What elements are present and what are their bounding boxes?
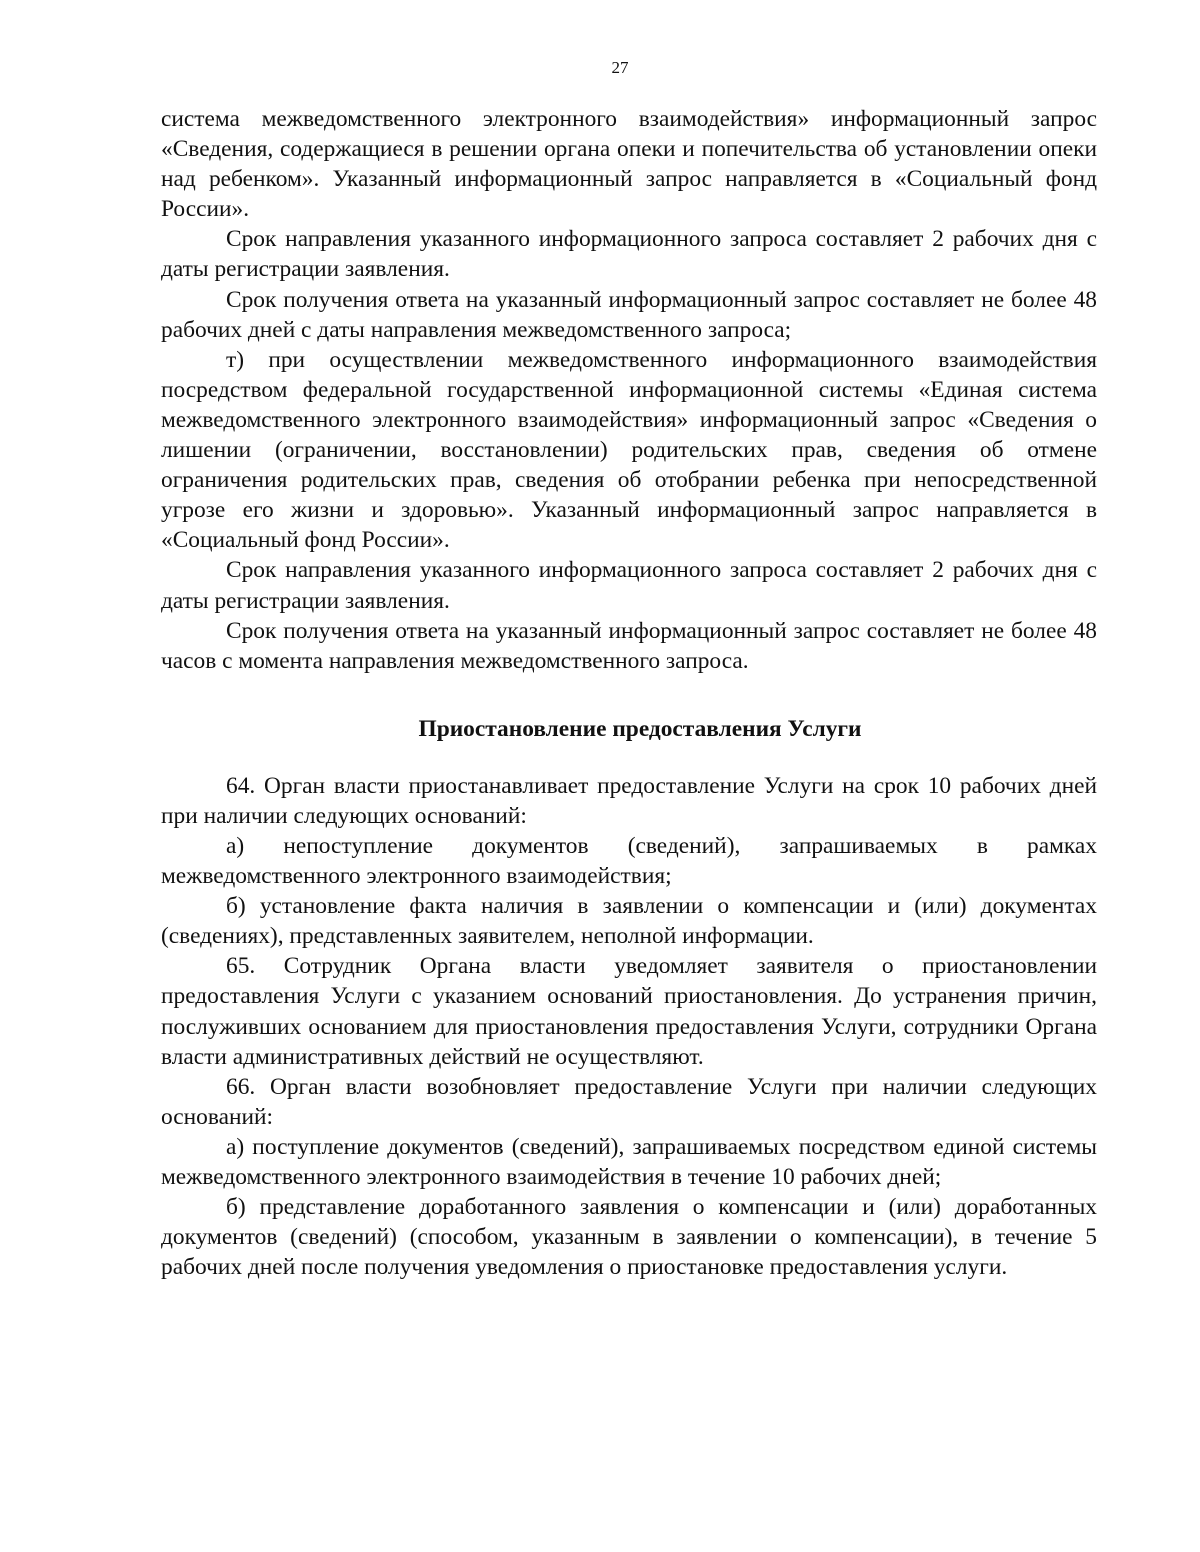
paragraph-65: 65. Сотрудник Органа власти уведомляет заявителя о приостановлении предоставления Услуги с указанием оснований приостановления. До устранения причин, послуживших основанием для приостановления предоставления Услуги, сотрудники Органа власти административных действий не осуществляют.: [161, 953, 1097, 1070]
section-heading: Приостановление предоставления Услуги: [418, 715, 862, 742]
paragraph-64-a: а) непоступление документов (сведений), запрашиваемых в рамках межведомственного электронного взаимодействия;: [161, 832, 1097, 890]
paragraph-item-t: т) при осуществлении межведомственного информационного взаимодействия посредством федеральной государственной информационной системы «Единая система межведомственного электронного взаимодействия» информационный запрос «Сведения о лишении (ограничении, восстановлении) родительских прав, сведения об отмене ограничения родительских прав, сведения об отобрании ребенка при непосредственной угрозе его жизни и здоровью». Указанный информационный запрос направляется в «Социальный фонд России».: [161, 346, 1097, 554]
paragraph-66: 66. Орган власти возобновляет предоставление Услуги при наличии следующих оснований:: [161, 1073, 1097, 1130]
document-body: [161, 104, 1097, 1282]
paragraph-66-a: а) поступление документов (сведений), запрашиваемых посредством единой системы межведомственного электронного взаимодействия в течение 10 рабочих дней;: [161, 1133, 1097, 1190]
paragraph: Срок получения ответа на указанный информационный запрос составляет не более 48 рабочих дней с даты направления межведомственного запроса;: [161, 286, 1097, 343]
paragraph-64: 64. Орган власти приостанавливает предоставление Услуги на срок 10 рабочих дней при наличии следующих оснований:: [161, 772, 1097, 829]
paragraph-continuation: система межведомственного электронного взаимодействия» информационный запрос «Сведения, содержащиеся в решении органа опеки и попечительства об установлении опеки над ребенком». Указанный информационный запрос направляется в «Социальный фонд России».: [161, 106, 1097, 223]
page-number: 27: [611, 58, 629, 77]
paragraph: Срок направления указанного информационного запроса составляет 2 рабочих дня с даты регистрации заявления.: [161, 557, 1097, 614]
paragraph-64-b: б) установление факта наличия в заявлении о компенсации и (или) документах (сведениях), представленных заявителем, неполной информации.: [161, 893, 1097, 950]
paragraph: Срок получения ответа на указанный информационный запрос составляет не более 48 часов с момента направления межведомственного запроса.: [161, 617, 1097, 674]
paragraph-66-b: б) представление доработанного заявления о компенсации и (или) доработанных документов (сведений) (способом, указанным в заявлении о компенсации), в течение 5 рабочих дней после получения уведомления о приостановке предоставления услуги.: [161, 1194, 1097, 1281]
paragraph: Срок направления указанного информационного запроса составляет 2 рабочих дня с даты регистрации заявления.: [161, 226, 1097, 283]
